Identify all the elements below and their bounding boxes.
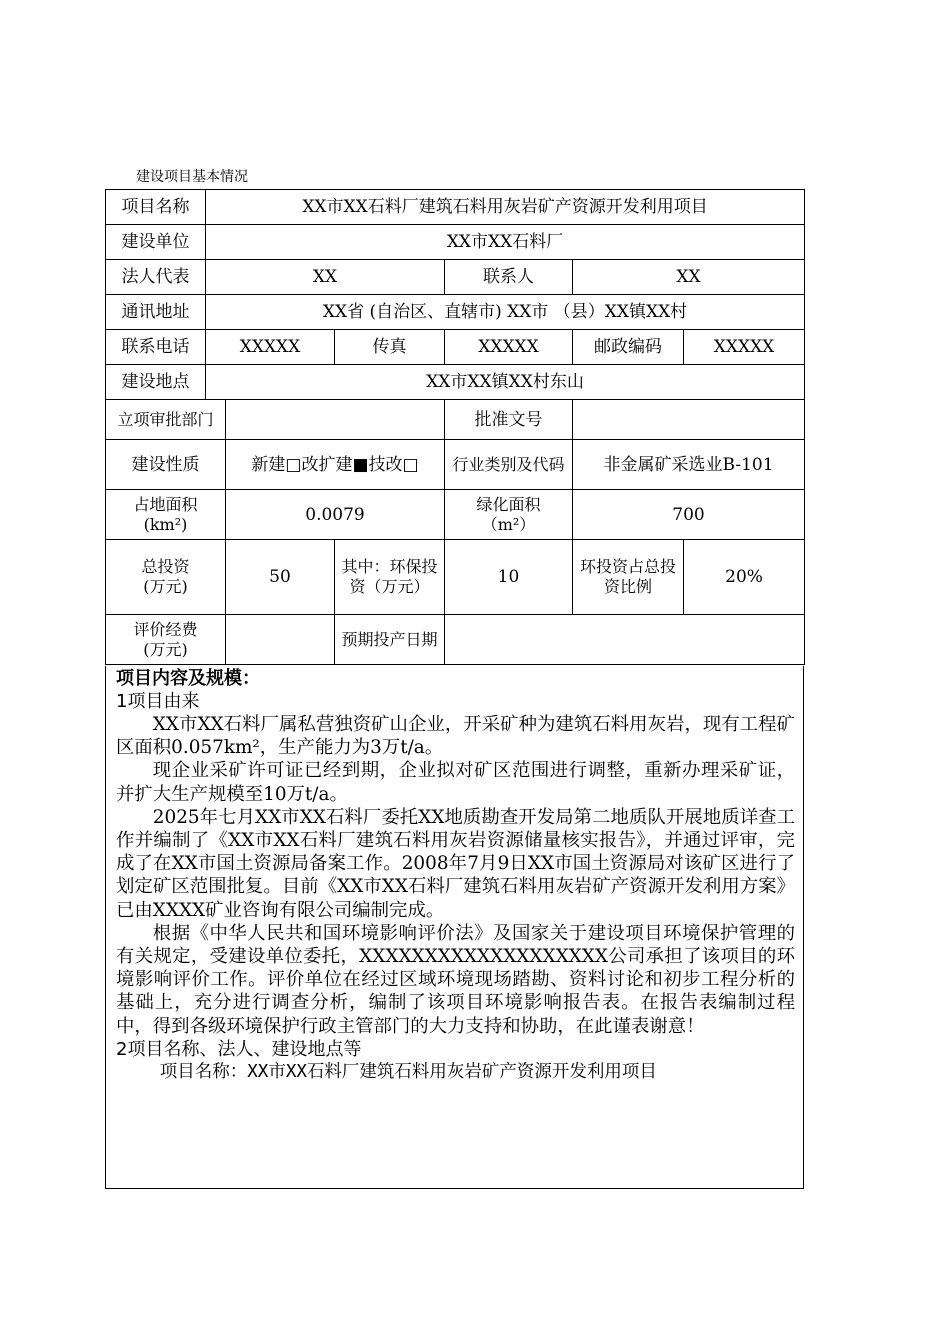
eval-fee-label-text: 评价经费 — [133, 619, 198, 639]
table-caption: 建设项目基本情况 — [136, 169, 248, 185]
paragraph-3: 2025年七月XX市XX石料厂委托XX地质勘查开发局第二地质队开展地质详查工作并编制了《XX市XX石料厂建筑石料用灰岩资源储量核实报告》，并通过评审，完成了在XX市国土资源局备案工作。2008年7月9日XX市国土资源局对该矿区进行了划定矿区范围批复。目前《XX市XX石料厂建筑石料用灰岩矿产资源开发利用方案》已由XXXX矿业咨询有限公司编制完成。 — [116, 806, 795, 921]
start-date-value — [445, 615, 805, 665]
eval-fee-label-unit: (万元) — [143, 639, 188, 659]
paragraph-2: 现企业采矿许可证已经到期，企业拟对矿区范围进行调整，重新办理采矿证，并扩大生产规模至10万t/a。 — [116, 760, 795, 805]
green-label-text: 绿化面积 — [476, 494, 541, 514]
invest-label-text: 总投资 — [141, 557, 190, 576]
builder-label: 建设单位 — [106, 225, 206, 260]
ratio-value: 20% — [684, 540, 805, 615]
contact-label: 联系人 — [445, 260, 573, 295]
approval-no-value — [573, 400, 805, 440]
approval-dept-label: 立项审批部门 — [106, 400, 226, 440]
green-label — [445, 490, 573, 540]
site-label: 建设地点 — [106, 365, 206, 400]
invest-label — [106, 540, 226, 615]
green-label-unit: （m²） — [481, 514, 536, 534]
paragraph-1: XX市XX石料厂属私营独资矿山企业，开采矿种为建筑石料用灰岩，现有工程矿区面积0.057km²，生产能力为3万t/a。 — [116, 714, 795, 759]
ratio-label: 环投资占总投资比例 — [573, 540, 684, 615]
project-info-table — [105, 189, 805, 665]
nature-label: 建设性质 — [106, 440, 226, 490]
eval-fee-value — [226, 615, 335, 665]
env-invest-value: 10 — [445, 540, 573, 615]
area-label — [106, 490, 226, 540]
address-label: 通讯地址 — [106, 295, 206, 330]
nature-value: 新建□改扩建■技改□ — [226, 440, 445, 490]
area-value: 0.0079 — [226, 490, 445, 540]
approval-dept-value — [226, 400, 445, 440]
industry-value: 非金属矿采选业B-101 — [573, 440, 805, 490]
section1-title: 1项目由来 — [116, 691, 200, 712]
site-value: XX市XX镇XX村东山 — [206, 365, 805, 400]
legal-rep-label: 法人代表 — [106, 260, 206, 295]
project-name-label: 项目名称 — [106, 190, 206, 225]
address-value: XX省 (自治区、直辖市) XX市 （县）XX镇XX村 — [206, 295, 805, 330]
postcode-value: XXXXX — [684, 330, 805, 365]
project-name-value: XX市XX石料厂建筑石料用灰岩矿产资源开发利用项目 — [206, 190, 805, 225]
area-label-unit: (km²) — [143, 514, 188, 534]
invest-label-unit: (万元) — [143, 577, 188, 596]
area-label-text: 占地面积 — [133, 494, 198, 514]
content-heading: 项目内容及规模： — [116, 668, 260, 689]
section2-title: 2项目名称、法人、建设地点等 — [116, 1038, 362, 1060]
eval-fee-label — [106, 615, 226, 665]
contact-value: XX — [573, 260, 805, 295]
green-value: 700 — [573, 490, 805, 540]
phone-value: XXXXX — [206, 330, 335, 365]
phone-label: 联系电话 — [106, 330, 206, 365]
postcode-label: 邮政编码 — [573, 330, 684, 365]
start-date-label: 预期投产日期 — [335, 615, 445, 665]
builder-value: XX市XX石料厂 — [206, 225, 805, 260]
invest-value: 50 — [226, 540, 335, 615]
approval-no-label: 批准文号 — [445, 400, 573, 440]
fax-value: XXXXX — [445, 330, 573, 365]
project-content-section — [105, 666, 804, 1189]
env-invest-label: 其中：环保投资（万元） — [335, 540, 445, 615]
industry-label: 行业类别及代码 — [445, 440, 573, 490]
paragraph-5: 项目名称：XX市XX石料厂建筑石料用灰岩矿产资源开发利用项目 — [159, 1061, 657, 1082]
paragraph-4: 根据《中华人民共和国环境影响评价法》及国家关于建设项目环境保护管理的有关规定，受建设单位委托，XXXXXXXXXXXXXXXXXXX公司承担了该项目的环境影响评价工作。评价单位在经过区域环境现场踏勘、资料讨论和初步工程分析的基础上，充分进行调查分析，编制了该项目环境影响报告表。在报告表编制过程中，得到各级环境保护行政主管部门的大力支持和协助，在此谨表谢意！ — [116, 922, 795, 1037]
legal-rep-value: XX — [206, 260, 445, 295]
fax-label: 传真 — [335, 330, 445, 365]
